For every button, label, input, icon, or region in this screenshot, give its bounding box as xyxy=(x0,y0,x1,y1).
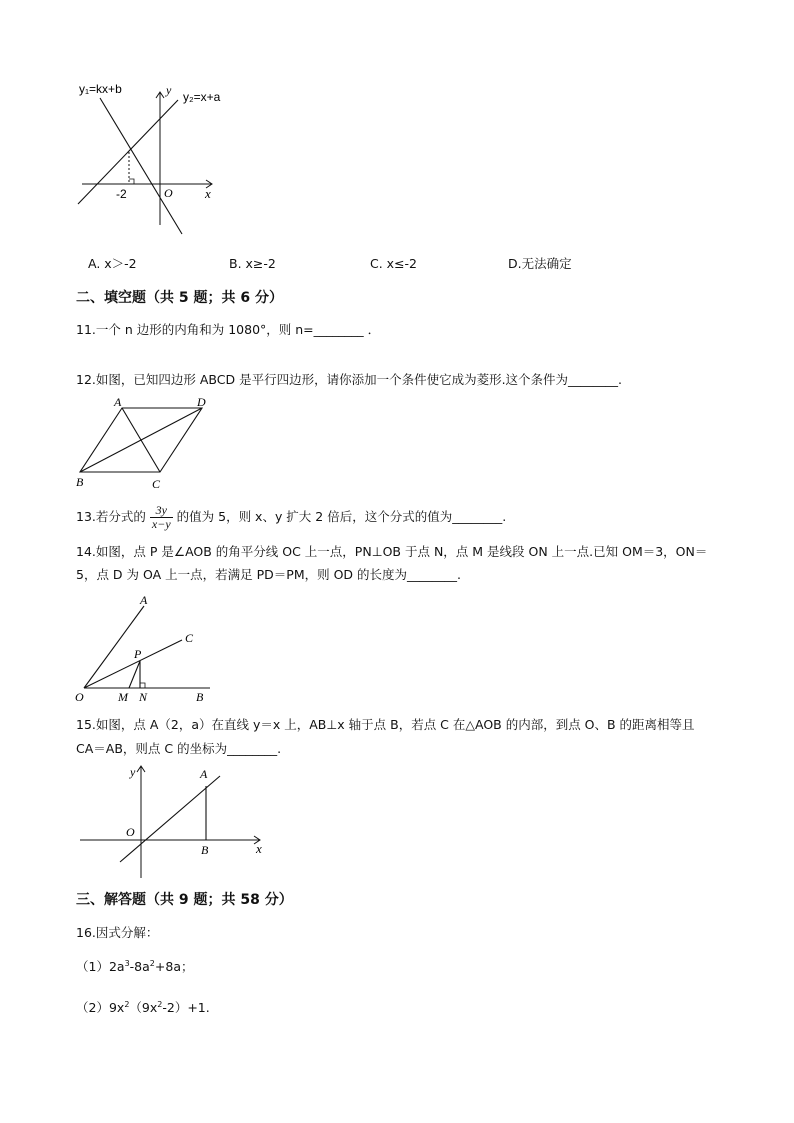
label-d: D xyxy=(197,395,206,409)
q16-2-exp1: 2 xyxy=(124,999,130,1009)
label-p: P xyxy=(134,647,142,661)
label-b: B xyxy=(76,475,84,489)
origin-label: O xyxy=(164,186,173,200)
label-a: A xyxy=(114,395,122,409)
option-a: A. x＞-2 xyxy=(88,256,137,271)
label-n: N xyxy=(139,690,148,704)
q16-1-c: -8a xyxy=(129,959,150,974)
q16-2-a: （2）9x xyxy=(76,1000,125,1015)
q16-text: 16.因式分解： xyxy=(76,925,159,940)
q13-denominator: x−y xyxy=(151,516,171,531)
q16-part2 xyxy=(76,1000,210,1016)
line1-label: y₁=kx+b xyxy=(79,82,122,96)
q13-suffix: 的值为 5，则 x、y 扩大 2 倍后，这个分式的值为________. xyxy=(176,509,507,524)
x-axis-label: x xyxy=(205,186,211,201)
label-b: B xyxy=(201,843,209,857)
q11-text: 11.一个 n 边形的内角和为 1080°，则 n=________ ． xyxy=(76,322,381,337)
label-a: A xyxy=(200,767,208,781)
q12-text: 12.如图，已知四边形 ABCD 是平行四边形，请你添加一个条件使它成为菱形.这个条件为________. xyxy=(76,372,623,387)
q16-1-exp2: 2 xyxy=(149,958,155,968)
diagonal-bd xyxy=(80,408,202,472)
q13-numerator: 3y xyxy=(150,504,173,518)
option-b: B. x≥-2 xyxy=(229,256,276,271)
label-b: B xyxy=(196,690,204,704)
option-c: C. x≤-2 xyxy=(370,256,418,271)
q15-line1: 15.如图，点 A（2，a）在直线 y＝x 上，AB⊥x 轴于点 B，若点 C 在△AOB 的内部，到点 O、B 的距离相等且 xyxy=(76,717,695,732)
q13-fraction xyxy=(150,504,173,531)
label-c: C xyxy=(185,631,194,645)
line-y2 xyxy=(78,100,178,204)
q12-parallelogram xyxy=(72,394,222,494)
option-d: D.无法确定 xyxy=(508,256,572,271)
ray-oc xyxy=(84,640,182,688)
q14-line1: 14.如图，点 P 是∠AOB 的角平分线 OC 上一点，PN⊥OB 于点 N，点 M 是线段 ON 上一点.已知 OM＝3，ON＝ xyxy=(76,544,708,559)
q16-2-c: （9x xyxy=(129,1000,158,1015)
q16-part1 xyxy=(76,959,193,975)
section2-title: 二、填空题（共 5 题；共 6 分） xyxy=(76,290,283,306)
q16-2-exp2: 2 xyxy=(157,999,163,1009)
q15-graph xyxy=(74,760,274,885)
tick-label: -2 xyxy=(116,187,127,201)
right-angle-mark xyxy=(129,179,134,184)
y-axis-label: y xyxy=(166,83,172,97)
q16-1-e: +8a； xyxy=(154,959,194,974)
q16-2-e: -2）+1. xyxy=(162,1000,210,1015)
q13-prefix: 13.若分式的 xyxy=(76,509,146,524)
q16-1-a: （1）2a xyxy=(76,959,125,974)
label-o: O xyxy=(75,690,84,704)
q14-line2: 5，点 D 为 OA 上一点，若满足 PD＝PM，则 OD 的长度为________. xyxy=(76,567,461,582)
section3-title: 三、解答题（共 9 题；共 58 分） xyxy=(76,892,293,908)
q14-angle-figure xyxy=(72,592,222,707)
label-m: M xyxy=(118,690,128,704)
label-o: O xyxy=(126,825,135,839)
label-a: A xyxy=(140,593,148,607)
q15-line2: CA＝AB，则点 C 的坐标为________. xyxy=(76,741,282,756)
label-y: y xyxy=(130,765,136,779)
q16-1-exp1: 3 xyxy=(124,958,130,968)
q10-graph xyxy=(70,80,240,240)
line2-label: y₂=x+a xyxy=(183,90,221,104)
line-y1 xyxy=(100,98,182,234)
label-c: C xyxy=(152,477,161,491)
q13-text xyxy=(76,500,506,534)
label-x: x xyxy=(256,841,262,856)
right-angle-mark xyxy=(140,683,145,688)
